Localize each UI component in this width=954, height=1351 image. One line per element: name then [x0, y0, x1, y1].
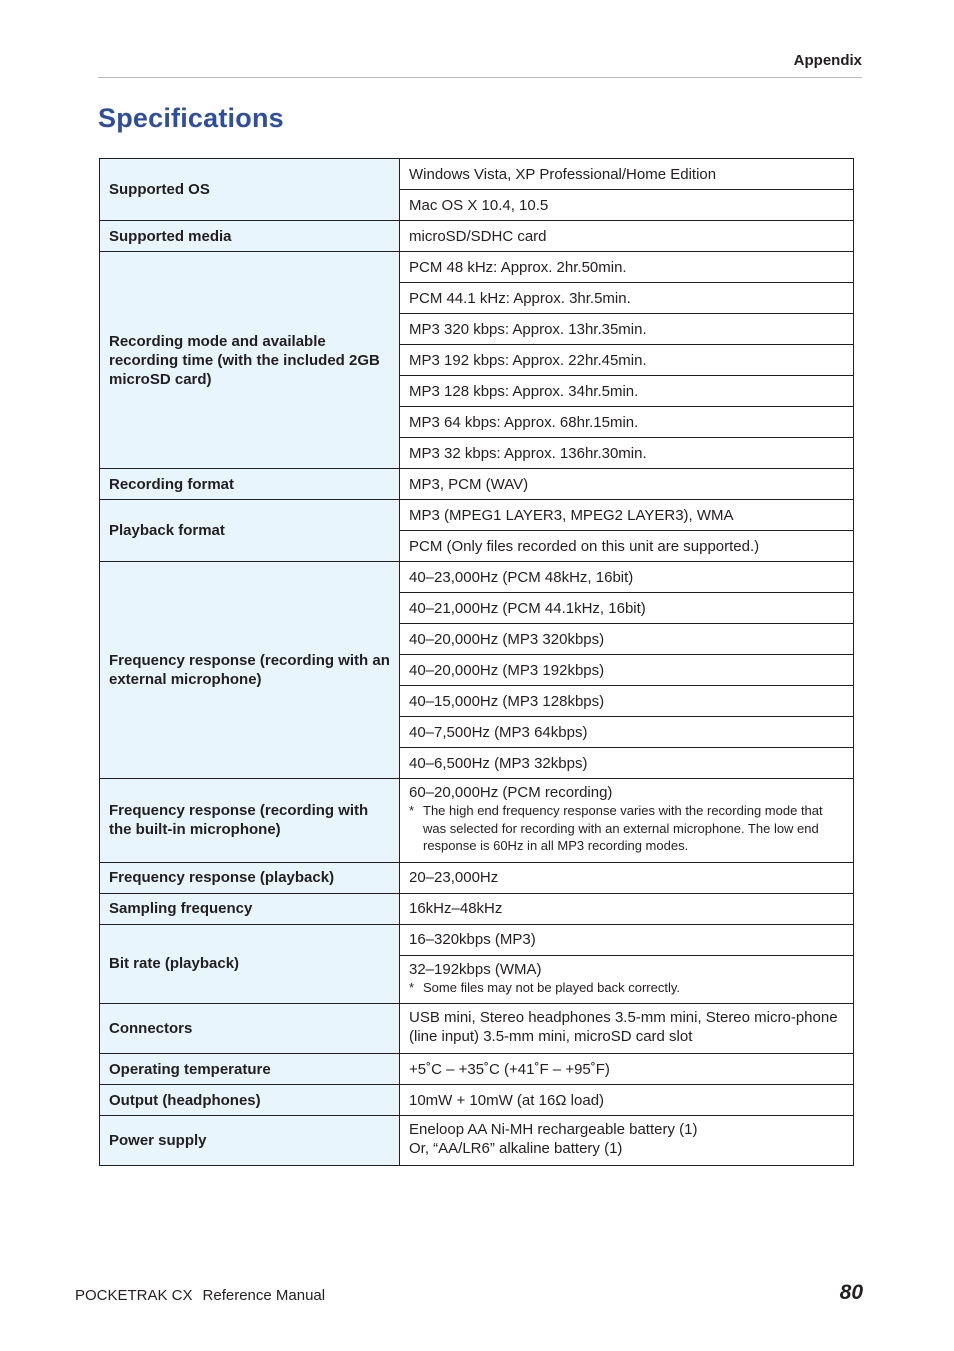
table-row: [100, 562, 854, 593]
footnote: [409, 979, 844, 997]
spec-value: MP3 128 kbps: Approx. 34hr.5min.: [400, 376, 854, 407]
spec-label-freq-playback: Frequency response (playback): [100, 862, 400, 893]
spec-value: 40–15,000Hz (MP3 128kbps): [400, 686, 854, 717]
spec-value: MP3, PCM (WAV): [400, 469, 854, 500]
spec-value: 40–20,000Hz (MP3 192kbps): [400, 655, 854, 686]
spec-label-power: Power supply: [100, 1116, 400, 1166]
table-row: [100, 1116, 854, 1166]
spec-label-freq-builtin: Frequency response (recording with the built-in microphone): [100, 779, 400, 863]
footer-product-name: POCKETRAK CX: [75, 1287, 193, 1304]
spec-value: 32–192kbps (WMA): [409, 960, 542, 978]
table-row: [100, 221, 854, 252]
table-row: [100, 1004, 854, 1054]
table-row: [100, 500, 854, 531]
spec-value: 60–20,000Hz (PCM recording): [409, 784, 613, 801]
spec-value: PCM 44.1 kHz: Approx. 3hr.5min.: [400, 283, 854, 314]
spec-value: USB mini, Stereo headphones 3.5-mm mini, Stereo micro-phone (line input) 3.5-mm mini, microSD card slot: [400, 1004, 854, 1054]
spec-value: 40–23,000Hz (PCM 48kHz, 16bit): [400, 562, 854, 593]
table-row: [100, 469, 854, 500]
footer-manual-title: Reference Manual: [202, 1287, 326, 1304]
spec-label-sampling: Sampling frequency: [100, 893, 400, 924]
spec-label-supported-media: Supported media: [100, 221, 400, 252]
spec-value: 40–7,500Hz (MP3 64kbps): [400, 717, 854, 748]
page-title: Specifications: [98, 103, 284, 133]
table-row: [100, 1054, 854, 1085]
spec-value: 16kHz–48kHz: [400, 893, 854, 924]
spec-value: Mac OS X 10.4, 10.5: [400, 190, 854, 221]
spec-label-supported-os: Supported OS: [100, 159, 400, 221]
spec-value: MP3 192 kbps: Approx. 22hr.45min.: [400, 345, 854, 376]
spec-value: 16–320kbps (MP3): [400, 924, 854, 955]
spec-value: MP3 64 kbps: Approx. 68hr.15min.: [400, 407, 854, 438]
table-row: [100, 924, 854, 955]
footnote-text: Some files may not be played back correctly.: [423, 979, 680, 995]
table-row: [100, 252, 854, 283]
spec-value: Eneloop AA Ni-MH rechargeable battery (1): [409, 1121, 698, 1138]
table-row: [100, 159, 854, 190]
spec-label-recording-mode: Recording mode and available recording time (with the included 2GB microSD card): [100, 252, 400, 469]
section-header: Appendix: [793, 52, 862, 69]
spec-value: MP3 (MPEG1 LAYER3, MPEG2 LAYER3), WMA: [400, 500, 854, 531]
footer-document-info: [75, 1287, 325, 1304]
table-row: [100, 893, 854, 924]
table-row: [100, 779, 854, 863]
footnote-mark: *: [409, 979, 415, 995]
spec-label-bitrate: Bit rate (playback): [100, 924, 400, 1004]
table-row: [100, 1085, 854, 1116]
spec-value: PCM 48 kHz: Approx. 2hr.50min.: [400, 252, 854, 283]
spec-value: microSD/SDHC card: [400, 221, 854, 252]
spec-value: PCM (Only files recorded on this unit are supported.): [400, 531, 854, 562]
spec-value: MP3 320 kbps: Approx. 13hr.35min.: [400, 314, 854, 345]
footnote-text: The high end frequency response varies with the recording mode that was selected for recording with an external microphone. The low end response is 60Hz in all MP3 recording modes.: [423, 803, 823, 853]
spec-label-playback-format: Playback format: [100, 500, 400, 562]
page-number: 80: [839, 1281, 863, 1304]
footnote-mark: *: [409, 803, 415, 818]
spec-value: MP3 32 kbps: Approx. 136hr.30min.: [400, 438, 854, 469]
spec-label-recording-format: Recording format: [100, 469, 400, 500]
spec-value: 20–23,000Hz: [400, 862, 854, 893]
footnote: [409, 802, 844, 855]
spec-label-connectors: Connectors: [100, 1004, 400, 1054]
spec-value: 40–20,000Hz (MP3 320kbps): [400, 624, 854, 655]
specifications-table: [99, 158, 854, 1166]
spec-value: Or, “AA/LR6” alkaline battery (1): [409, 1140, 623, 1157]
spec-value-with-note: [400, 779, 854, 863]
table-row: [100, 862, 854, 893]
spec-label-output: Output (headphones): [100, 1085, 400, 1116]
spec-value-multiline: [400, 1116, 854, 1166]
header-divider: [98, 77, 862, 78]
spec-value: 40–6,500Hz (MP3 32kbps): [400, 748, 854, 779]
spec-label-freq-external: Frequency response (recording with an external microphone): [100, 562, 400, 779]
spec-label-temperature: Operating temperature: [100, 1054, 400, 1085]
spec-value-with-note: [400, 955, 854, 1004]
spec-value: +5˚C – +35˚C (+41˚F – +95˚F): [400, 1054, 854, 1085]
spec-value: Windows Vista, XP Professional/Home Edition: [400, 159, 854, 190]
spec-value: 10mW + 10mW (at 16Ω load): [400, 1085, 854, 1116]
spec-value: 40–21,000Hz (PCM 44.1kHz, 16bit): [400, 593, 854, 624]
